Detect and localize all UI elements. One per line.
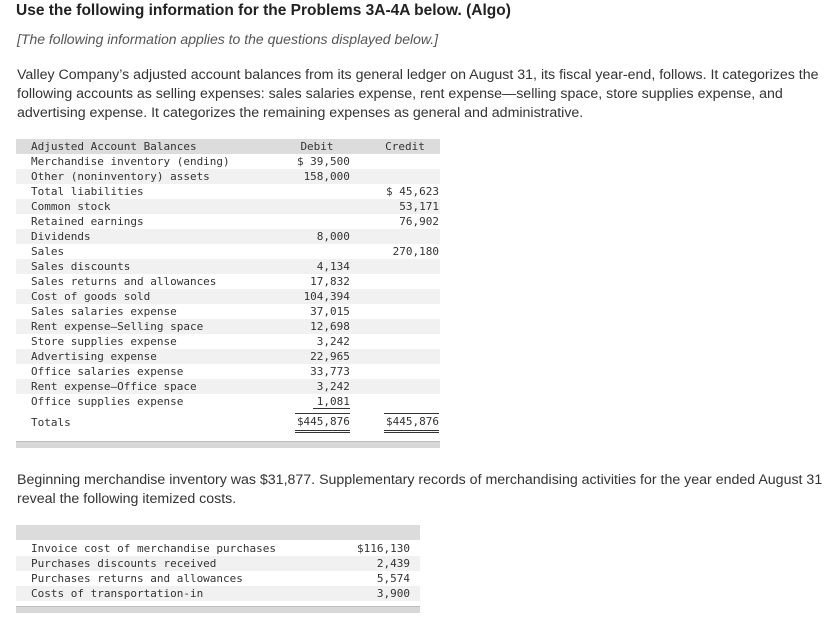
table-row bbox=[16, 304, 440, 319]
cell-account: Rent expense—Selling space bbox=[31, 320, 204, 333]
cell-debit: 17,832 bbox=[310, 275, 350, 288]
table-row bbox=[16, 541, 420, 556]
table-scroll-bar bbox=[16, 441, 440, 448]
cell-credit bbox=[351, 169, 440, 184]
table-row bbox=[16, 379, 440, 394]
cell-credit bbox=[351, 289, 440, 304]
total-debit bbox=[252, 409, 351, 433]
cell-debit: 104,394 bbox=[303, 290, 350, 303]
cell-amount: 5,574 bbox=[376, 572, 410, 585]
costs-table-header bbox=[16, 525, 420, 540]
table-row bbox=[16, 214, 440, 229]
cell-credit: 53,171 bbox=[399, 200, 439, 213]
cell-credit bbox=[351, 379, 440, 394]
info-note: [The following information applies to the questions displayed below.] bbox=[17, 31, 439, 47]
cell-account: Retained earnings bbox=[31, 215, 144, 228]
cell-debit bbox=[252, 214, 351, 229]
cell-account: Sales salaries expense bbox=[31, 305, 177, 318]
total-value: $445,876 bbox=[295, 413, 350, 433]
cell-item: Purchases returns and allowances bbox=[31, 572, 243, 585]
cell-item: Invoice cost of merchandise purchases bbox=[31, 542, 277, 555]
cell-debit bbox=[252, 199, 351, 214]
cell-account: Sales discounts bbox=[31, 260, 131, 273]
cell-credit: 76,902 bbox=[399, 215, 439, 228]
cell-debit bbox=[252, 244, 351, 259]
cell-account: Merchandise inventory (ending) bbox=[31, 155, 230, 168]
costs-table-scroll-bar bbox=[16, 606, 420, 613]
cell-credit bbox=[351, 394, 440, 409]
cell-account: Total liabilities bbox=[31, 185, 144, 198]
cell-credit: $ 45,623 bbox=[386, 185, 439, 198]
costs-table bbox=[16, 541, 420, 601]
cell-credit bbox=[351, 274, 440, 289]
cell-debit: 22,965 bbox=[310, 350, 350, 363]
cell-credit bbox=[351, 319, 440, 334]
header-debit: Debit bbox=[300, 140, 334, 153]
cell-account: Office salaries expense bbox=[31, 365, 184, 378]
table-row bbox=[16, 259, 440, 274]
cell-debit: 33,773 bbox=[310, 365, 350, 378]
table-row bbox=[16, 571, 420, 586]
cell-debit: 8,000 bbox=[316, 230, 350, 243]
table-row bbox=[16, 274, 440, 289]
cell-amount: $116,130 bbox=[357, 542, 410, 555]
cell-debit: 3,242 bbox=[316, 380, 350, 393]
cell-account: Sales bbox=[31, 245, 65, 258]
cell-credit bbox=[351, 229, 440, 244]
cell-credit bbox=[351, 154, 440, 169]
cell-account: Dividends bbox=[31, 230, 91, 243]
cell-amount: 2,439 bbox=[331, 556, 420, 571]
table-row bbox=[16, 349, 440, 364]
cell-account: Rent expense—Office space bbox=[31, 380, 197, 393]
table-row bbox=[16, 319, 440, 334]
header-credit: Credit bbox=[385, 140, 425, 153]
cell-debit bbox=[252, 184, 351, 199]
table-row bbox=[16, 184, 440, 199]
cell-account: Common stock bbox=[31, 200, 111, 213]
table-row bbox=[16, 394, 440, 409]
table-row bbox=[16, 229, 440, 244]
cell-item: Purchases discounts received bbox=[16, 556, 331, 571]
table-row bbox=[16, 244, 440, 259]
total-value: $445,876 bbox=[384, 413, 439, 433]
cell-value: 1,081 bbox=[313, 395, 350, 409]
table-row bbox=[16, 199, 440, 214]
table-row bbox=[16, 154, 440, 169]
table-row bbox=[16, 556, 420, 571]
cell-credit bbox=[351, 349, 440, 364]
page-title: Use the following information for the Problems 3A-4A below. (Algo) bbox=[16, 2, 511, 19]
table-header-row bbox=[16, 139, 440, 154]
account-balances-table bbox=[16, 139, 440, 433]
table-row bbox=[16, 364, 440, 379]
table-row bbox=[16, 334, 440, 349]
cell-item: Costs of transportation-in bbox=[16, 586, 331, 601]
cell-credit bbox=[351, 364, 440, 379]
cell-amount: 3,900 bbox=[331, 586, 420, 601]
cell-debit: 37,015 bbox=[310, 305, 350, 318]
table-row bbox=[16, 289, 440, 304]
cell-debit bbox=[252, 394, 351, 409]
table-row bbox=[16, 586, 420, 601]
header-account: Adjusted Account Balances bbox=[31, 140, 197, 153]
cell-credit bbox=[351, 334, 440, 349]
total-credit bbox=[351, 409, 440, 433]
cell-debit: 4,134 bbox=[316, 260, 350, 273]
table-row bbox=[16, 169, 440, 184]
second-paragraph: Beginning merchandise inventory was $31,877. Supplementary records of merchandising activities for the year ended August 31 reveal the following itemized costs. bbox=[17, 472, 823, 507]
intro-paragraph: Valley Company’s adjusted account balances from its general ledger on August 31, its fiscal year-end, follows. It categorizes the following accounts as selling expenses: sales salaries expense, rent expense—selling space, store supplies expense, and advertising expense. It categorizes the remaining expenses as general and administrative. bbox=[17, 67, 819, 121]
total-account: Totals bbox=[16, 409, 252, 433]
cell-credit bbox=[351, 259, 440, 274]
cell-account: Other (noninventory) assets bbox=[31, 170, 210, 183]
cell-account: Cost of goods sold bbox=[31, 290, 151, 303]
cell-credit: 270,180 bbox=[392, 245, 439, 258]
cell-debit: 3,242 bbox=[316, 335, 350, 348]
cell-debit: 12,698 bbox=[310, 320, 350, 333]
cell-debit: 158,000 bbox=[303, 170, 350, 183]
totals-row bbox=[16, 409, 440, 433]
cell-account: Sales returns and allowances bbox=[31, 275, 217, 288]
cell-account: Store supplies expense bbox=[31, 335, 177, 348]
cell-account: Office supplies expense bbox=[31, 395, 184, 408]
cell-debit: $ 39,500 bbox=[296, 155, 350, 168]
cell-account: Advertising expense bbox=[31, 350, 157, 363]
cell-credit bbox=[351, 304, 440, 319]
